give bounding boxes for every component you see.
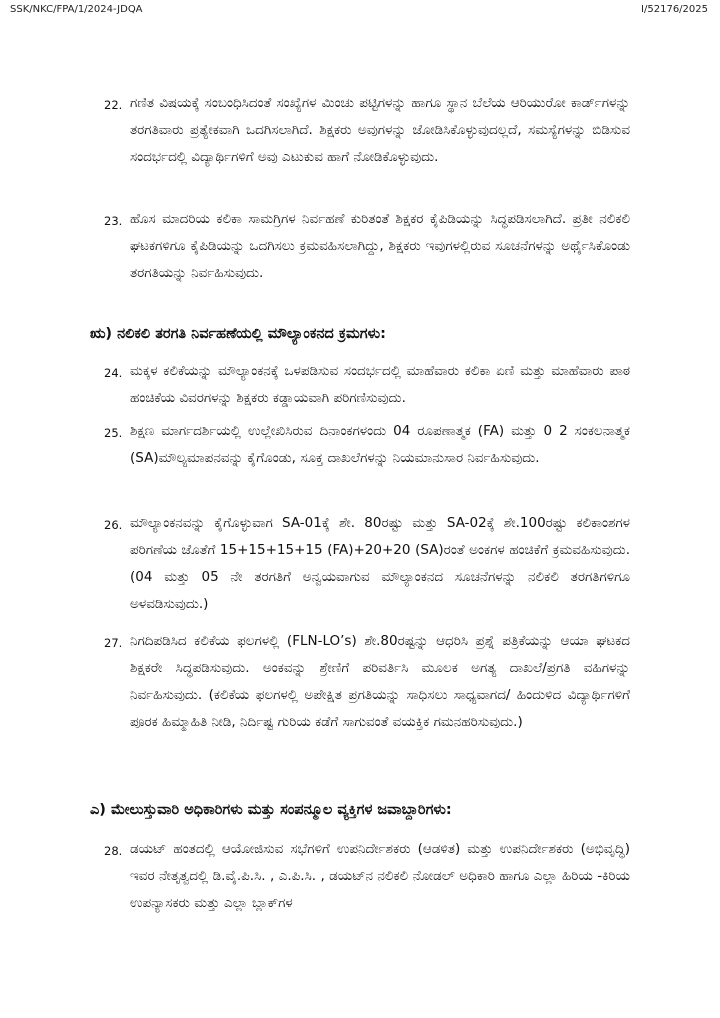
item-number: 26.	[104, 518, 123, 532]
reference-number-left: SSK/NKC/FPA/1/2024-JDQA	[10, 4, 143, 15]
item-text: ಡಯಟ್ ಹಂತದಲ್ಲಿ ಆಯೋಜಿಸುವ ಸಭೆಗಳಿಗೆ ಉಪನಿರ್ದೇಶಕರು (ಆಡಳಿತ) ಮತ್ತು ಉಪನಿರ್ದೇಶಕರು (ಅಭಿವೃದ್ಧಿ) ಇವರ ನೇತೃತ್ವದಲ್ಲಿ ಡಿ.ವೈ.ಪಿ.ಸಿ. , ಎ.ಪಿ.ಸಿ. , ಡಯಟ್‌ನ ನಲಿಕಲಿ ನೋಡಲ್ ಅಧಿಕಾರಿ ಹಾಗೂ ಎಲ್ಲಾ ಹಿರಿಯ -ಕಿರಿಯ ಉಪನ್ಯಾಸಕರು ಮತ್ತು ಎಲ್ಲಾ ಬ್ಲಾಕ್‌ಗಳ	[130, 841, 630, 911]
item-number: 23.	[104, 214, 123, 228]
item-number: 27.	[104, 636, 123, 650]
item-text: ಹೊಸ ಮಾದರಿಯ ಕಲಿಕಾ ಸಾಮಗ್ರಿಗಳ ನಿರ್ವಹಣೆ ಕುರಿತಂತೆ ಶಿಕ್ಷಕರ ಕೈಪಿಡಿಯನ್ನು ಸಿದ್ಧಪಡಿಸಲಾಗಿದೆ. ಪ್ರತೀ ನಲಿಕಲಿ ಘಟಕಗಳಿಗೂ ಕೈಪಿಡಿಯನ್ನು ಒದಗಿಸಲು ಕ್ರಮವಹಿಸಲಾಗಿದ್ದು, ಶಿಕ್ಷಕರು ಇವುಗಳಲ್ಲಿರುವ ಸೂಚನೆಗಳನ್ನು ಅರ್ಥೈಸಿಕೊಂಡು ತರಗತಿಯನ್ನು ನಿರ್ವಹಿಸುವುದು.	[130, 211, 630, 281]
list-item	[104, 836, 630, 917]
list-item	[104, 358, 630, 412]
section-heading: ಋ) ನಲಿಕಲಿ ತರಗತಿ ನಿರ್ವಹಣೆಯಲ್ಲಿ ಮೌಲ್ಯಾಂಕನದ ಕ್ರಮಗಳು:	[90, 326, 386, 342]
item-number: 22.	[104, 98, 123, 112]
item-text: ಮಕ್ಕಳ ಕಲಿಕೆಯನ್ನು ಮೌಲ್ಯಾಂಕನಕ್ಕೆ ಒಳಪಡಿಸುವ ಸಂದರ್ಭದಲ್ಲಿ ಮಾಹೆವಾರು ಕಲಿಕಾ ಏಣಿ ಮತ್ತು ಮಾಹೆವಾರು ಪಾಠ ಹಂಚಿಕೆಯ ವಿವರಗಳನ್ನು ಶಿಕ್ಷಕರು ಕಡ್ಡಾಯವಾಗಿ ಪರಿಗಣಿಸುವುದು.	[130, 363, 630, 406]
list-item	[104, 628, 630, 736]
reference-number-right: I/52176/2025	[641, 4, 708, 15]
list-item	[104, 510, 630, 618]
list-item	[104, 418, 630, 472]
item-number: 25.	[104, 426, 123, 440]
item-number: 28.	[104, 844, 123, 858]
item-number: 24.	[104, 366, 123, 380]
item-text: ಶಿಕ್ಷಣ ಮಾರ್ಗದರ್ಶಿಯಲ್ಲಿ ಉಲ್ಲೇಖಿಸಿರುವ ದಿನಾಂಕಗಳಂದು 04 ರೂಪಣಾತ್ಮಕ (FA) ಮತ್ತು 0 2 ಸಂಕಲನಾತ್ಮಕ (SA)ಮೌಲ್ಯಮಾಪನವನ್ನು ಕೈಗೊಂಡು, ಸೂಕ್ತ ದಾಖಲೆಗಳನ್ನು ನಿಯಮಾನುಸಾರ ನಿರ್ವಹಿಸುವುದು.	[130, 423, 630, 466]
section-heading: ಎ) ಮೇಲುಸ್ತುವಾರಿ ಅಧಿಕಾರಿಗಳು ಮತ್ತು ಸಂಪನ್ಮೂಲ ವ್ಯಕ್ತಿಗಳ ಜವಾಬ್ದಾರಿಗಳು:	[90, 802, 452, 818]
list-item	[104, 90, 630, 171]
item-text: ನಿಗದಿಪಡಿಸಿದ ಕಲಿಕೆಯ ಫಲಗಳಲ್ಲಿ (FLN-LO’s) ಶೇ.80ರಷ್ಟನ್ನು ಆಧರಿಸಿ ಪ್ರಶ್ನೆ ಪತ್ರಿಕೆಯನ್ನು ಆಯಾ ಘಟಕದ ಶಿಕ್ಷಕರೇ ಸಿದ್ಧಪಡಿಸುವುದು. ಅಂಕವನ್ನು ಶ್ರೇಣಿಗೆ ಪರಿವರ್ತಿಸಿ ಮೂಲಕ ಅಗತ್ಯ ದಾಖಲೆ/ಪ್ರಗತಿ ವಹಿಗಳನ್ನು ನಿರ್ವಹಿಸುವುದು. (ಕಲಿಕೆಯ ಫಲಗಳಲ್ಲಿ ಅಪೇಕ್ಷಿತ ಪ್ರಗತಿಯನ್ನು ಸಾಧಿಸಲು ಸಾಧ್ಯವಾಗದ/ ಹಿಂದುಳಿದ ವಿದ್ಯಾರ್ಥಿಗಳಿಗೆ ಪೂರಕ ಹಿಮ್ಮಾಹಿತಿ ನೀಡಿ, ನಿರ್ದಿಷ್ಟ ಗುರಿಯ ಕಡೆಗೆ ಸಾಗುವಂತೆ ವಯಕ್ತಿಕ ಗಮನಹರಿಸುವುದು.)	[130, 633, 630, 730]
list-item	[104, 206, 630, 287]
item-text: ಮೌಲ್ಯಾಂಕನವನ್ನು ಕೈಗೊಳ್ಳುವಾಗ SA-01ಕ್ಕೆ ಶೇ. 80ರಷ್ಟು ಮತ್ತು SA-02ಕ್ಕೆ ಶೇ.100ರಷ್ಟು ಕಲಿಕಾಂಶಗಳ ಪರಿಗಣೆಯ ಜೊತೆಗೆ 15+15+15+15 (FA)+20+20 (SA)ರಂತೆ ಅಂಕಗಳ ಹಂಚಿಕೆಗೆ ಕ್ರಮವಹಿಸುವುದು. (04 ಮತ್ತು 05 ನೇ ತರಗತಿಗೆ ಅನ್ವಯವಾಗುವ ಮೌಲ್ಯಾಂಕನದ ಸೂಚನೆಗಳನ್ನು ನಲಿಕಲಿ ತರಗತಿಗಳಿಗೂ ಅಳವಡಿಸುವುದು.)	[130, 515, 630, 612]
item-text: ಗಣಿತ ವಿಷಯಕ್ಕೆ ಸಂಬಂಧಿಸಿದಂತೆ ಸಂಖ್ಯೆಗಳ ಮಿಂಚು ಪಟ್ಟಿಗಳನ್ನು ಹಾಗೂ ಸ್ಥಾನ ಬೆಲೆಯ ಆರಿಯುರೋ ಕಾರ್ಡ್‌ಗಳನ್ನು ತರಗತಿವಾರು ಪ್ರತ್ಯೇಕವಾಗಿ ಒದಗಿಸಲಾಗಿದೆ. ಶಿಕ್ಷಕರು ಅವುಗಳನ್ನು ಜೋಡಿಸಿಕೊಳ್ಳುವುದಲ್ಲದೆ, ಸಮಸ್ಯೆಗಳನ್ನು ಬಿಡಿಸುವ ಸಂದರ್ಭದಲ್ಲಿ ವಿದ್ಯಾರ್ಥಿಗಳಿಗೆ ಅವು ಎಟುಕುವ ಹಾಗೆ ನೋಡಿಕೊಳ್ಳುವುದು.	[130, 95, 630, 165]
